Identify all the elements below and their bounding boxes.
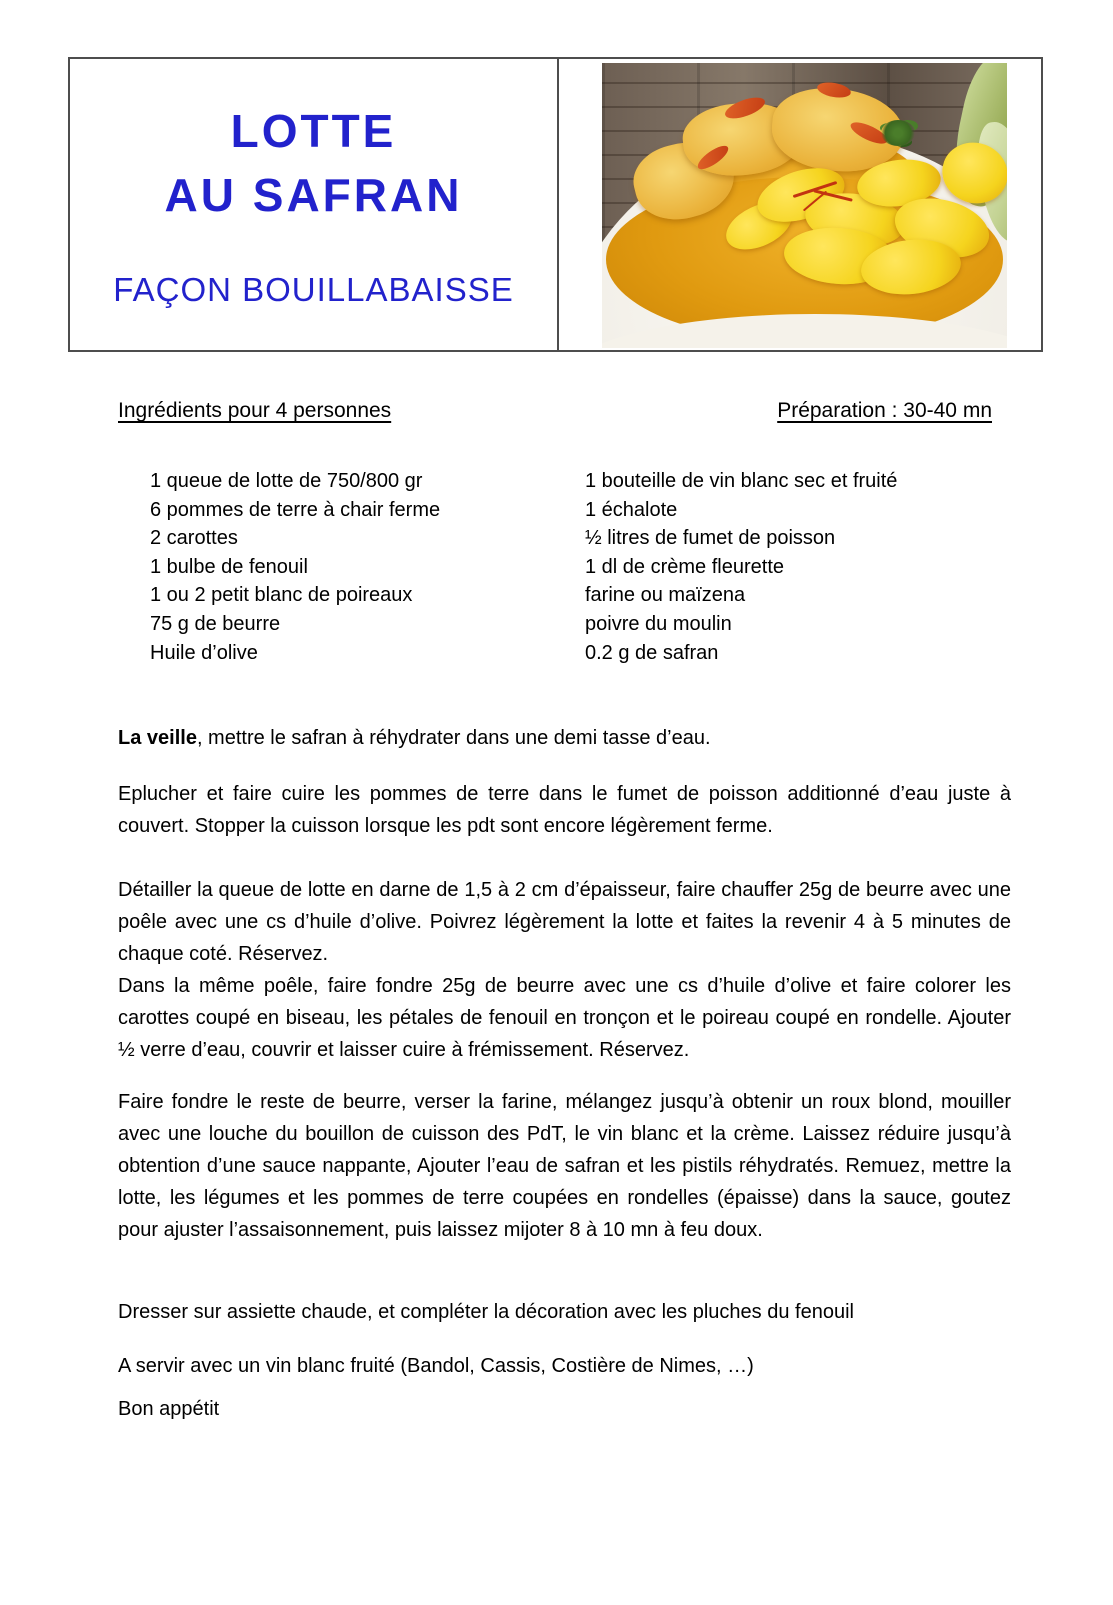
step-cook-fish: Détailler la queue de lotte en darne de 1,5 à 2 cm d’épaisseur, faire chauffer 25g de beurre avec une poêle avec une cs d’huile d’olive. Poivrez légèrement la lotte et faites la revenir 4 à 5 minutes de chaque coté. Réservez. (118, 879, 1011, 965)
preparation-header: Préparation : 30-40 mn (777, 399, 992, 422)
ingredient-item: 1 bouteille de vin blanc sec et fruité (585, 470, 898, 492)
recipe-subtitle: FAÇON BOUILLABAISSE (113, 271, 514, 308)
ingredient-item: 1 échalote (585, 498, 678, 521)
recipe-title-line1: LOTTE (230, 105, 397, 157)
ingredients-header: Ingrédients pour 4 personnes (118, 399, 392, 422)
ingredient-item: farine ou maïzena (585, 584, 746, 607)
closing-bon-appetit: Bon appétit (118, 1398, 220, 1420)
ingredient-item: 1 queue de lotte de 750/800 gr (150, 470, 423, 492)
recipe-title-line2: AU SAFRAN (164, 169, 463, 221)
step-plating: Dresser sur assiette chaude, et compléter la décoration avec les pluches du fenouil (118, 1301, 854, 1323)
ingredient-item: 1 bulbe de fenouil (150, 555, 308, 578)
ingredients-list-right (585, 467, 897, 667)
ingredient-item: poivre du moulin (585, 612, 732, 635)
ingredient-item: ½ litres de fumet de poisson (585, 527, 836, 550)
ingredient-item: 0.2 g de safran (585, 641, 719, 664)
title-cell (70, 59, 559, 350)
step-cook-fish-and-vegetables (118, 874, 1011, 1066)
section-headers-row (118, 399, 992, 423)
ingredient-item: Huile d’olive (150, 641, 258, 664)
ingredients-list-left (150, 467, 440, 667)
ingredient-item: 75 g de beurre (150, 612, 281, 635)
dish-photo (602, 63, 1007, 348)
ingredient-item: 2 carottes (150, 527, 238, 550)
ingredient-item: 1 ou 2 petit blanc de poireaux (150, 584, 413, 607)
step-make-sauce-and-simmer: Faire fondre le reste de beurre, verser la farine, mélangez jusqu’à obtenir un roux blond, mouiller avec une louche du bouillon de cuisson des PdT, le vin blanc et la crème. Laissez réduire jusqu’à obtention d’une sauce nappante, Ajouter l’eau de safran et les pistils réhydratés. Remuez, mettre la lotte, les légumes et les pommes de terre coupées en rondelles (épaisse) dans la sauce, goutez pour ajuster l’assaisonnement, puis laissez mijoter 8 à 10 mn à feu doux. (118, 1091, 1011, 1241)
step-soak-saffron: La veille, mettre le safran à réhydrater dans une demi tasse d’eau. (118, 727, 711, 749)
step-cook-potatoes: Eplucher et faire cuire les pommes de terre dans le fumet de poisson additionné d’eau juste à couvert. Stopper la cuisson lorsque les pdt sont encore légèrement ferme. (118, 783, 1011, 837)
step-lead-la-veille: La veille (118, 727, 197, 749)
step-cook-vegetables: Dans la même poêle, faire fondre 25g de beurre avec une cs d’huile d’olive et faire colorer les carottes coupé en biseau, les pétales de fenouil en tronçon et le poireau coupé en rondelle. Ajouter ½ verre d’eau, couvrir et laisser cuire à frémissement. Réservez. (118, 975, 1011, 1061)
ingredient-item: 1 dl de crème fleurette (585, 555, 784, 578)
header-table (68, 57, 1043, 352)
ingredient-item: 6 pommes de terre à chair ferme (150, 498, 441, 521)
photo-cell (559, 59, 1041, 350)
wine-pairing: A servir avec un vin blanc fruité (Bandol, Cassis, Costière de Nimes, …) (118, 1355, 754, 1377)
